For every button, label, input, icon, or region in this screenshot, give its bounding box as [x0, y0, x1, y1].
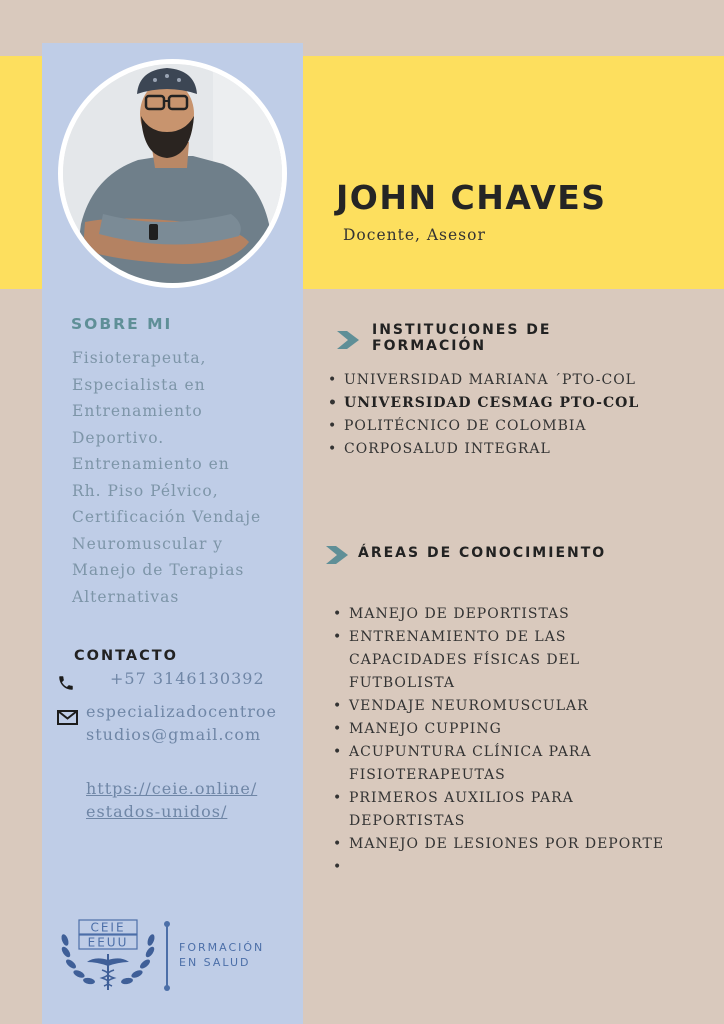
list-item — [333, 695, 664, 718]
about-text — [72, 345, 297, 610]
list-item-text: CAPACIDADES FÍSICAS DEL — [349, 652, 581, 668]
list-item-text: • CORPOSALUD INTEGRAL — [344, 441, 551, 457]
logo-divider — [166, 924, 168, 988]
chevron-right-icon — [326, 546, 348, 564]
list-item-text: • UNIVERSIDAD MARIANA ´PTO-COL — [344, 372, 636, 388]
list-item-text: DEPORTISTAS — [349, 813, 466, 829]
url-line: estados-unidos/ — [86, 802, 228, 821]
list-item — [333, 856, 664, 879]
about-line: Deportivo. — [72, 428, 165, 447]
heading-line: FORMACIÓN — [372, 338, 487, 354]
list-item — [333, 741, 664, 787]
list-item-text — [349, 856, 664, 879]
tagline-line: FORMACIÓN — [179, 941, 265, 954]
list-item-text: FISIOTERAPEUTAS — [349, 767, 506, 783]
list-item — [328, 438, 639, 461]
profile-photo — [63, 64, 282, 283]
about-line: Especialista en — [72, 375, 206, 394]
tagline-line: EN SALUD — [179, 956, 251, 969]
about-line: Certificación Vendaje — [72, 508, 262, 526]
logo-tagline — [179, 940, 264, 970]
list-item — [328, 415, 639, 438]
phone-icon — [57, 674, 75, 692]
phone-number[interactable]: +57 3146130392 — [110, 669, 265, 688]
knowledge-list — [333, 603, 664, 879]
list-item-text: • POLITÉCNICO DE COLOMBIA — [344, 418, 587, 434]
email-address[interactable] — [86, 700, 277, 746]
about-line: Rh. Piso Pélvico, — [72, 481, 219, 500]
about-line: Neuromuscular y — [72, 534, 224, 553]
knowledge-heading: ÁREAS DE CONOCIMIENTO — [358, 545, 607, 561]
list-item-text: • UNIVERSIDAD CESMAG PTO-COL — [344, 395, 640, 411]
list-item — [333, 833, 664, 856]
about-line: Entrenamiento — [72, 402, 203, 420]
about-line: Entrenamiento en — [72, 455, 230, 473]
logo-text-1: CEIE — [90, 920, 126, 935]
list-item — [333, 626, 664, 695]
list-item — [333, 718, 664, 741]
person-role: Docente, Asesor — [343, 226, 486, 244]
about-line: Fisioterapeuta, — [72, 349, 207, 367]
list-item-text: FUTBOLISTA — [349, 675, 455, 691]
list-item — [333, 603, 664, 626]
mail-icon — [57, 710, 78, 725]
about-heading: SOBRE MI — [71, 315, 173, 333]
list-item-text: • MANEJO CUPPING — [349, 721, 502, 737]
institutions-heading — [372, 322, 552, 354]
website-link[interactable] — [86, 777, 257, 823]
list-item — [328, 392, 639, 415]
person-name: JOHN CHAVES — [336, 178, 607, 217]
url-line: https://ceie.online/ — [86, 779, 258, 798]
ceie-logo — [57, 918, 159, 994]
contact-heading: CONTACTO — [74, 648, 178, 664]
logo-text-2: EEUU — [87, 935, 129, 950]
divider-dot — [164, 985, 170, 991]
email-line: studios@gmail.com — [86, 725, 262, 744]
institutions-list — [328, 369, 639, 461]
list-item-text: • PRIMEROS AUXILIOS PARA — [349, 790, 574, 806]
list-item-text: • ENTRENAMIENTO DE LAS — [349, 629, 567, 645]
list-item-text: • MANEJO DE LESIONES POR DEPORTE — [349, 836, 665, 852]
list-item-text: • ACUPUNTURA CLÍNICA PARA — [349, 744, 592, 760]
list-item — [328, 369, 639, 392]
email-line: especializadocentroe — [86, 702, 277, 721]
list-item — [333, 787, 664, 833]
about-line: Manejo de Terapias — [72, 561, 245, 579]
heading-line: INSTITUCIONES DE — [372, 322, 552, 338]
about-line: Alternativas — [72, 587, 180, 606]
list-item-text: • MANEJO DE DEPORTISTAS — [349, 606, 570, 622]
list-item-text: • VENDAJE NEUROMUSCULAR — [349, 698, 589, 714]
chevron-right-icon — [337, 331, 359, 349]
